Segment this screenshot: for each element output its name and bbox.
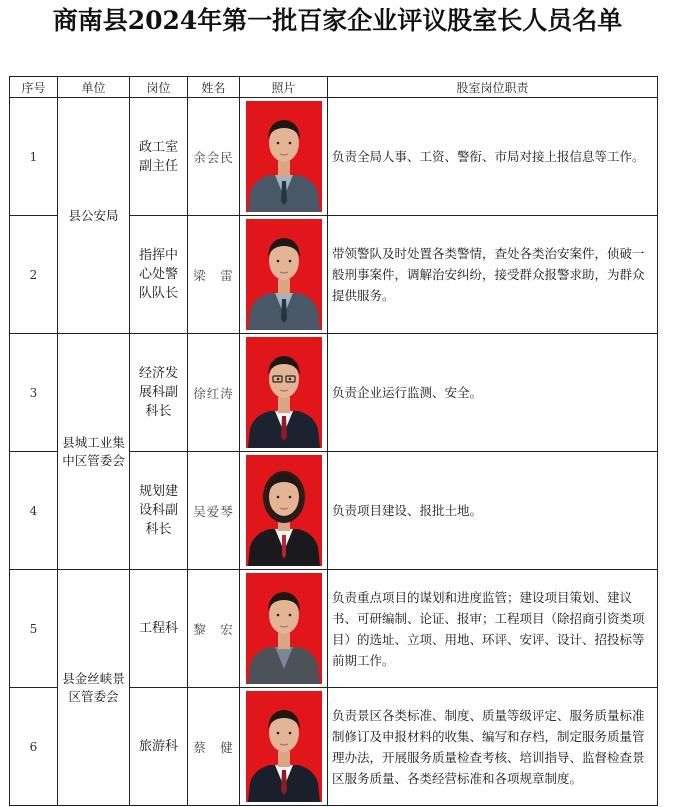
photo-cell [240,334,328,452]
header-post: 岗位 [130,77,188,98]
seq-cell: 4 [10,452,58,570]
name-cell: 吴爱琴 [188,452,240,570]
name-cell: 梁 雷 [188,216,240,334]
portrait-photo [246,691,322,802]
duty-cell: 负责重点项目的谋划和进度监管；建设项目策划、建议书、可研编制、论证、报审；工程项目（除招商引资类项目）的选址、立项、用地、环评、安评、设计、招投标等前期工作。 [328,570,658,688]
portrait-photo [246,455,322,566]
name-cell: 徐红涛 [188,334,240,452]
unit-cell: 县公安局 [58,98,130,334]
post-cell: 指挥中心处警队队长 [130,216,188,334]
seq-cell: 2 [10,216,58,334]
header-unit: 单位 [58,77,130,98]
header-duty: 股室岗位职责 [328,77,658,98]
post-cell: 规划建设科副科长 [130,452,188,570]
photo-cell [240,98,328,216]
seq-cell: 1 [10,98,58,216]
post-cell: 经济发展科副科长 [130,334,188,452]
roster-table [9,76,658,806]
photo-cell [240,688,328,806]
page-title: 商南县2024年第一批百家企业评议股室长人员名单 [52,6,623,35]
seq-cell: 6 [10,688,58,806]
header-row [10,77,658,98]
name-cell: 蔡 健 [188,688,240,806]
table-row [10,570,658,688]
header-name: 姓名 [188,77,240,98]
table-row [10,98,658,216]
post-cell: 旅游科 [130,688,188,806]
photo-cell [240,216,328,334]
header-seq: 序号 [10,77,58,98]
post-cell: 工程科 [130,570,188,688]
header-photo: 照片 [240,77,328,98]
duty-cell: 负责项目建设、报批土地。 [328,452,658,570]
post-cell: 政工室副主任 [130,98,188,216]
photo-cell [240,570,328,688]
seq-cell: 5 [10,570,58,688]
photo-cell [240,452,328,570]
table-row [10,334,658,452]
name-cell: 黎 宏 [188,570,240,688]
name-cell: 余会民 [188,98,240,216]
portrait-photo [246,573,322,684]
unit-cell: 县金丝峡景区管委会 [58,570,130,806]
seq-cell: 3 [10,334,58,452]
duty-cell: 带领警队及时处置各类警情，查处各类治安案件，侦破一般刑事案件，调解治安纠纷，接受群众报警求助，为群众提供服务。 [328,216,658,334]
portrait-photo [246,101,322,212]
portrait-photo [246,337,322,448]
portrait-photo [246,219,322,330]
duty-cell: 负责景区各类标准、制度、质量等级评定、服务质量标准制修订及申报材料的收集、编写和存档，制定服务质量管理办法，开展服务质量检查考核、培训指导、监督检查景区服务质量、各类经营标准和各项规章制度。 [328,688,658,806]
unit-cell: 县城工业集中区管委会 [58,334,130,570]
duty-cell: 负责企业运行监测、安全。 [328,334,658,452]
duty-cell: 负责全局人事、工资、警衔、市局对接上报信息等工作。 [328,98,658,216]
